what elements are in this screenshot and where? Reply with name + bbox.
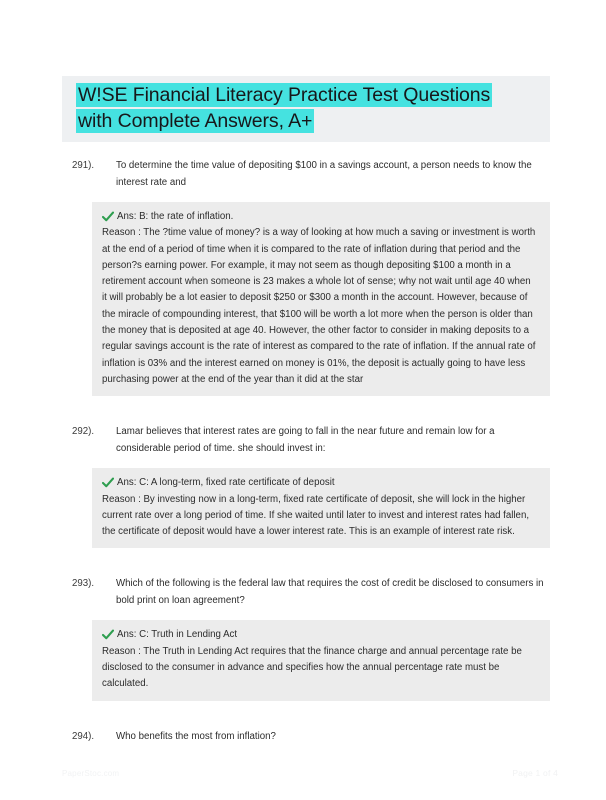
spacer bbox=[62, 396, 550, 424]
check-icon bbox=[102, 476, 114, 489]
answer-reason: Reason : The Truth in Lending Act requires that the finance charge and annual percentage rate be disclosed to the consumer in advance and specifies how the annual percentage rate must be calculated. bbox=[102, 645, 522, 690]
answer-reason: Reason : By investing now in a long-term, fixed rate certificate of deposit, she will lock in the higher current rate over a long period of time. If she waited until later to invest and interest rates had fallen, the certificate of deposit would have a lower interest rate. This is an example of interest rate risk. bbox=[102, 493, 530, 538]
answer-label: Ans: B: the rate of inflation. bbox=[117, 211, 234, 222]
question-text: Who benefits the most from inflation? bbox=[116, 730, 276, 742]
page-number-label: Page 1 of 4 bbox=[512, 768, 558, 778]
question-row bbox=[62, 576, 550, 609]
page-footer bbox=[62, 768, 558, 778]
question-text: To determine the time value of depositing $100 in a savings account, a person needs to know the interest rate and bbox=[116, 160, 532, 188]
question-row bbox=[62, 424, 550, 457]
answer-box bbox=[92, 202, 550, 396]
qa-group bbox=[62, 576, 550, 728]
document-title-block bbox=[62, 76, 550, 142]
qa-group bbox=[62, 424, 550, 576]
question-number: 293). bbox=[72, 578, 95, 590]
answer-label: Ans: C: A long-term, fixed rate certificate of deposit bbox=[117, 477, 335, 489]
answer-box bbox=[92, 620, 550, 700]
site-watermark: PaperStoc.com bbox=[62, 768, 120, 778]
title-inner bbox=[62, 82, 550, 134]
answer-label: Ans: C: Truth in Lending Act bbox=[117, 629, 238, 641]
check-icon bbox=[102, 210, 114, 223]
question-text: Which of the following is the federal law that requires the cost of credit be disclosed to consumers in bold print on loan agreement? bbox=[116, 578, 544, 606]
question-number: 292). bbox=[72, 426, 95, 438]
check-icon bbox=[102, 628, 114, 641]
answer-line bbox=[102, 209, 538, 225]
question-row bbox=[62, 729, 550, 746]
question-number: 291). bbox=[72, 160, 95, 171]
spacer bbox=[62, 548, 550, 576]
answer-box bbox=[92, 468, 550, 548]
questions-list bbox=[62, 158, 550, 745]
page-title-line-1: W!SE Financial Literacy Practice Test Questions bbox=[78, 84, 491, 106]
answer-line bbox=[102, 627, 538, 643]
question-text: Lamar believes that interest rates are going to fall in the near future and remain low for a considerable period of time. she should invest in: bbox=[116, 426, 495, 454]
qa-group bbox=[62, 729, 550, 746]
answer-reason: Reason : The ?time value of money? is a way of looking at how much a saving or investment is worth at the end of a period of time when it is compared to the rate of inflation during that period and the person?s earning power. For example, it may not seem as though depositing $100 a month in a retirement account when someone is 23 makes a whole lot of sense; why not wait until age 40 when it will probably be a lot easier to deposit $250 or $300 a month in the account. However, because of the miracle of compounding interest, that $100 will be worth a lot more when the person is older than the money that is deposited at age 40. However, the other factor to consider in making deposits to a regular savings account is the rate of interest as compared to the rate of inflation. If the annual rate of inflation is 03% and the interest earned on money is 01%, the deposit is actually going to have less purchasing power at the end of the year than it did at the star bbox=[102, 227, 536, 385]
qa-group bbox=[62, 158, 550, 424]
answer-line bbox=[102, 475, 538, 491]
spacer bbox=[62, 701, 550, 729]
question-row bbox=[62, 158, 550, 191]
question-number: 294). bbox=[72, 730, 95, 742]
page-title-line-2: with Complete Answers, A+ bbox=[78, 110, 313, 132]
